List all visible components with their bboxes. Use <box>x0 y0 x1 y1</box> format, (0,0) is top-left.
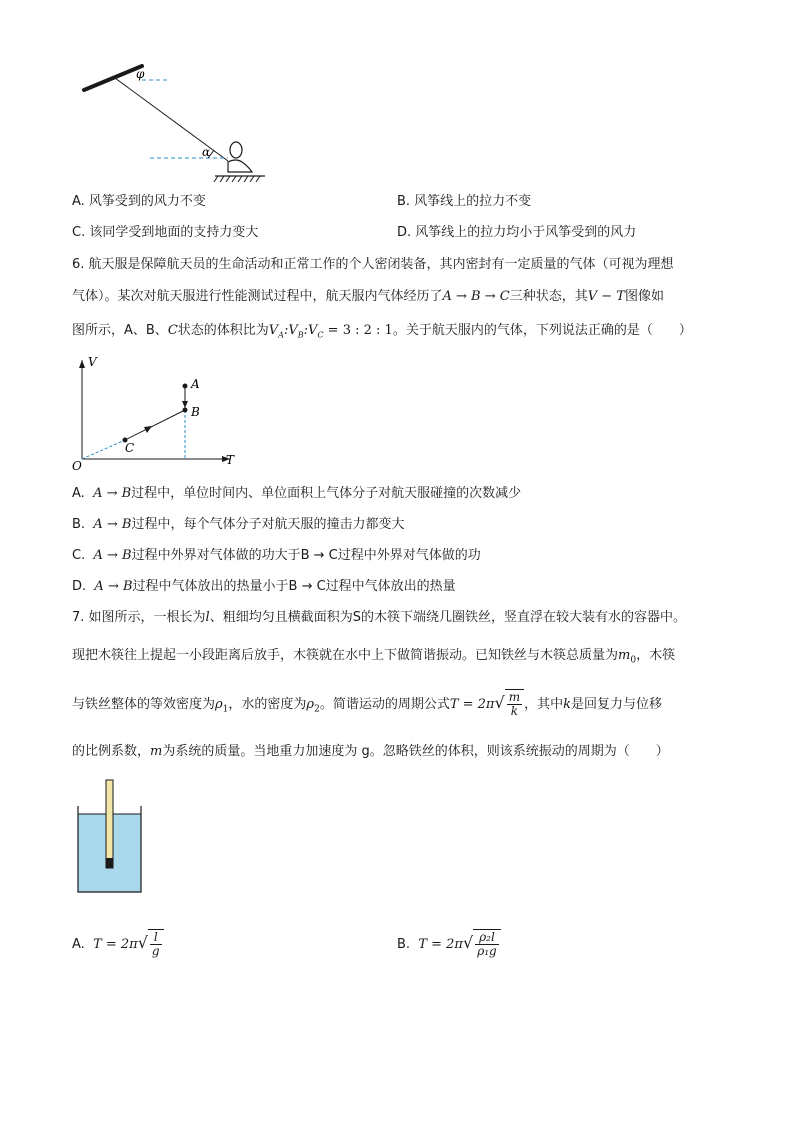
phi-label: φ <box>136 67 145 81</box>
kite-figure <box>70 58 270 188</box>
q5-option-a[interactable]: A. 风筝受到的风力不变 <box>72 194 206 209</box>
q6-line2: 气体）。某次对航天服进行性能测试过程中，航天服内气体经历了A → B → C三种状态，其V − T图像如 <box>72 289 664 304</box>
label-a: A <box>191 377 200 391</box>
label-c: C <box>125 441 135 455</box>
beaker-figure <box>72 778 146 896</box>
chopstick <box>106 780 113 868</box>
point-a <box>183 384 188 389</box>
iron-wire <box>106 858 113 868</box>
kite-line <box>115 78 228 161</box>
q7-line1: 7. 如图所示，一根长为l、粗细均匀且横截面积为S的木筷下端绕几圈铁丝，竖直浮在较大装有水的容器中。 <box>72 610 686 625</box>
vt-graph <box>70 352 240 472</box>
person-body <box>228 160 252 172</box>
q7-line3: 与铁丝整体的等效密度为$\rho_1$，水的密度为$\rho_2$。简谐运动的周期公式T = 2π√ $\frac{m}{k}$ ，其中k是回复力与位移 <box>72 690 662 718</box>
q6-option-c[interactable]: C. A → B过程中外界对气体做的功大于B → C过程中外界对气体做的功 <box>72 548 481 563</box>
q5-option-b[interactable]: B. 风筝线上的拉力不变 <box>397 194 532 209</box>
alpha-label: α <box>202 145 211 159</box>
origin-label: O <box>72 459 82 472</box>
q7-option-b[interactable]: B. T = 2π√ $\frac{\text{ρ₂l}}{\text{ρ₁g}}$ <box>397 928 501 960</box>
q6-option-b[interactable]: B. A → B过程中，每个气体分子对航天服的撞击力都变大 <box>72 517 405 532</box>
dash-oc <box>82 440 125 459</box>
t-axis-label: T <box>226 453 235 467</box>
q6-option-a[interactable]: A. A → B过程中，单位时间内、单位面积上气体分子对航天服碰撞的次数减少 <box>72 486 522 501</box>
q6-line3: 图所示，A、B、C状态的体积比为$V_A:V_B:V_C = 3$ : 2 : 1。关于航天服内的气体，下列说法正确的是（ ） <box>72 323 692 340</box>
q7-line2: 现把木筷往上提起一小段距离后放手，木筷就在水中上下做简谐振动。已知铁丝与木筷总质量为$m_0$，木筷 <box>72 648 676 666</box>
person-head <box>230 142 242 158</box>
kite-bar <box>84 66 142 90</box>
q6-line1: 6. 航天服是保障航天员的生命活动和正常工作的个人密闭装备，其内密封有一定质量的气体（可视为理想 <box>72 257 674 272</box>
q7-line4: 的比例系数，m为系统的质量。当地重力加速度为 g。忽略铁丝的体积，则该系统振动的周期为（ ） <box>72 744 669 759</box>
v-axis-label: V <box>88 355 97 369</box>
q6-option-d[interactable]: D. A → B过程中气体放出的热量小于B → C过程中气体放出的热量 <box>72 579 456 594</box>
point-b <box>183 408 188 413</box>
q5-option-c[interactable]: C. 该同学受到地面的支持力变大 <box>72 225 259 240</box>
q7-option-a[interactable]: A. T = 2π√ $\frac{l}{g}$ <box>72 928 164 960</box>
label-b: B <box>191 405 200 419</box>
q5-option-d[interactable]: D. 风筝线上的拉力均小于风筝受到的风力 <box>397 225 637 240</box>
line-cb <box>125 410 185 440</box>
